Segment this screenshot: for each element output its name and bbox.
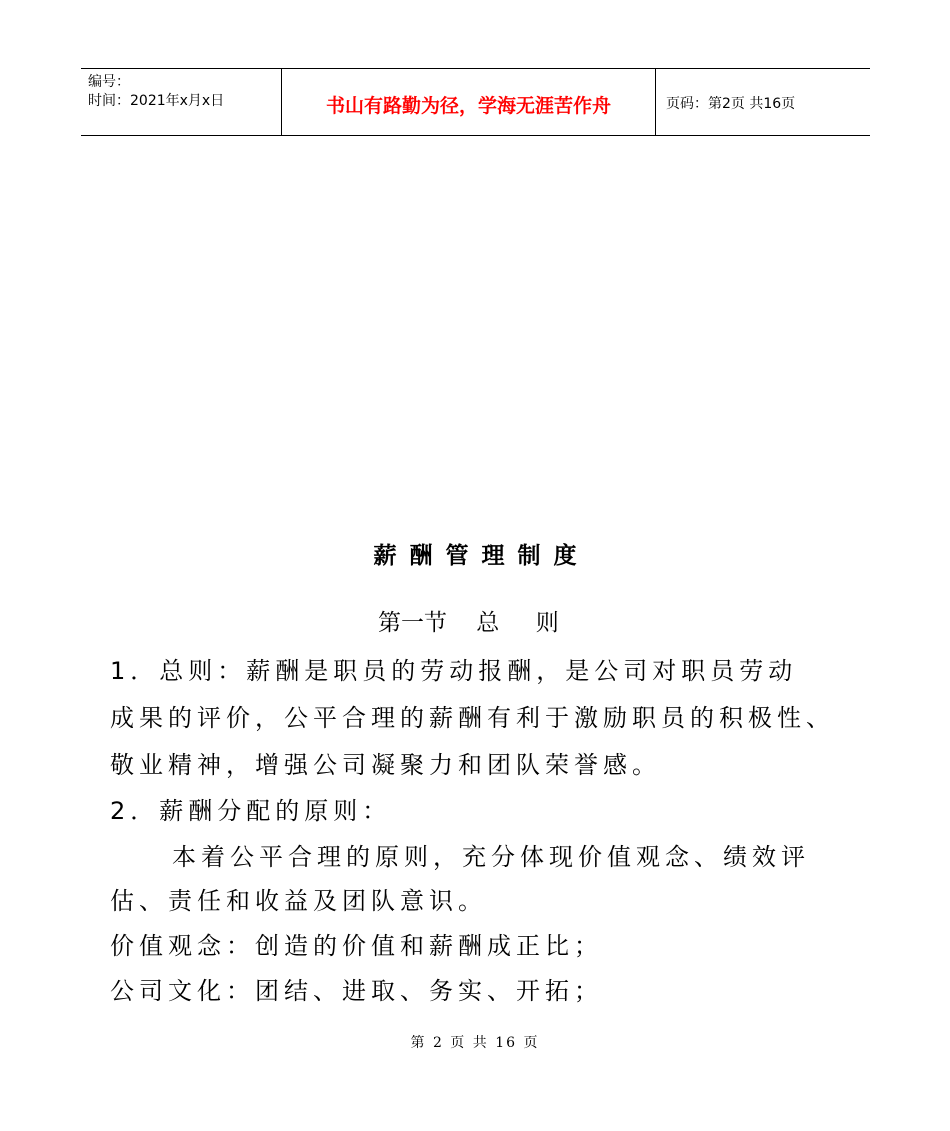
header-motto: 书山有路勤为径，学海无涯苦作舟 [325, 94, 611, 117]
body-line: 1．总则：薪酬是职员的劳动报酬，是公司对职员劳动 [110, 657, 798, 685]
body-line: 2．薪酬分配的原则： [110, 797, 392, 825]
serial-number-label: 编号： [88, 74, 130, 90]
header-meta-cell [81, 69, 282, 135]
header-motto-cell [282, 69, 656, 135]
body-line: 估、责任和收益及团队意识。 [110, 887, 487, 915]
body-line: 敬业精神，增强公司凝聚力和团队荣誉感。 [110, 751, 661, 779]
date-label: 时间：2021年x月x日 [88, 93, 225, 109]
section-title: 第一节 总 则 [378, 610, 559, 636]
page-footer: 第 2 页 共 16 页 [410, 1035, 540, 1051]
document-title: 薪酬管理制度 [373, 543, 590, 569]
body-line: 本着公平合理的原则，充分体现价值观念、绩效评 [172, 843, 810, 871]
document-header [81, 68, 870, 136]
header-page-code: 页码：第2页 共16页 [666, 96, 796, 112]
body-line: 价值观念：创造的价值和薪酬成正比； [110, 932, 603, 960]
body-line: 公司文化：团结、进取、务实、开拓； [110, 977, 603, 1005]
body-line: 成果的评价，公平合理的薪酬有利于激励职员的积极性、 [110, 704, 835, 732]
header-page-cell [656, 69, 870, 135]
